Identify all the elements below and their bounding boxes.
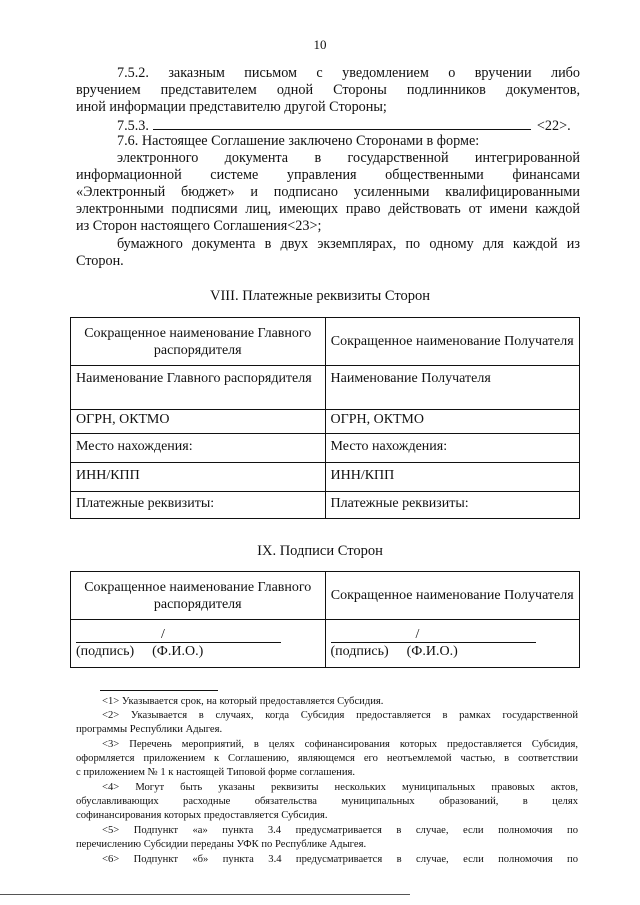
- footnote-line: <2> Указывается в случаях, когда Субсидия предоставляется в рамках государственной: [102, 710, 578, 721]
- page-edge-line: [0, 894, 410, 895]
- footnote-separator: [100, 690, 218, 691]
- body-line: 7.6. Настоящее Соглашение заключено Сторонами в форме:: [117, 133, 480, 149]
- table-header-row: [71, 318, 580, 366]
- footnote-line: <6> Подпункт «б» пункта 3.4 предусматривается в случае, если полномочия по: [102, 854, 578, 865]
- body-line: иной информации представителю другой Стороны;: [76, 99, 387, 115]
- footnote-line: <3> Перечень мероприятий, в целях софинансирования которых предоставляется Субсидия,: [102, 739, 578, 750]
- footnote-line: <4> Могут быть указаны реквизиты нескольких муниципальных правовых актов,: [102, 782, 578, 793]
- footnote-ref: <22>.: [536, 118, 571, 134]
- header-chief-administrator: Сокращенное наименование Главного распорядителя: [71, 572, 326, 620]
- cell-address-right: Место нахождения:: [325, 434, 580, 463]
- signature-line: /: [76, 628, 281, 643]
- cell-ogrn-left: ОГРН, ОКТМО: [71, 410, 326, 434]
- body-line: бумажного документа в двух экземплярах, по одному для каждой из: [117, 236, 580, 252]
- table-row: [71, 434, 580, 463]
- cell-payment-left: Платежные реквизиты:: [71, 492, 326, 519]
- table-row: [71, 366, 580, 410]
- cell-ogrn-right: ОГРН, ОКТМО: [325, 410, 580, 434]
- body-line: информационной системе управления общественными финансами: [76, 167, 580, 183]
- page-number: 10: [313, 37, 327, 52]
- cell-address-left: Место нахождения:: [71, 434, 326, 463]
- footnote-line: обуславливающих расходные обязательства муниципальных образований, в целях: [76, 796, 578, 807]
- header-recipient: Сокращенное наименование Получателя: [325, 318, 580, 366]
- signature-caption: (подпись) (Ф.И.О.): [76, 644, 204, 659]
- payment-details-table: [70, 317, 580, 519]
- cell-payment-right: Платежные реквизиты:: [325, 492, 580, 519]
- fill-in-blank: [153, 116, 531, 130]
- cell-name-right: Наименование Получателя: [325, 366, 580, 410]
- signatures-table: [70, 571, 580, 668]
- footnote-line: с приложением № 1 к настоящей Типовой форме соглашения.: [76, 767, 356, 778]
- footnote-line: оформляется приложением к Соглашению, являющемся его неотъемлемой частью, в соответствии: [76, 753, 578, 764]
- body-line: «Электронный бюджет» и подписано усиленными квалифицированными: [76, 184, 580, 200]
- table-header-row: [71, 572, 580, 620]
- signature-cell-right: [325, 620, 580, 668]
- cell-inn-right: ИНН/КПП: [325, 463, 580, 492]
- signature-cell-left: [71, 620, 326, 668]
- body-line: Сторон.: [76, 253, 124, 269]
- table-row: [71, 410, 580, 434]
- footnote-line: <1> Указывается срок, на который предоставляется Субсидия.: [102, 696, 384, 707]
- body-line: из Сторон настоящего Соглашения<23>;: [76, 218, 322, 234]
- body-line: электронными подписями лиц, имеющих право действовать от имени каждой: [76, 201, 580, 217]
- cell-inn-left: ИНН/КПП: [71, 463, 326, 492]
- signature-caption: (подпись) (Ф.И.О.): [330, 644, 458, 659]
- header-recipient: Сокращенное наименование Получателя: [325, 572, 580, 620]
- footnote-line: перечислению Субсидии переданы УФК по Республике Адыгея.: [76, 839, 367, 850]
- table-row: [71, 620, 580, 668]
- header-chief-administrator: Сокращенное наименование Главного распорядителя: [71, 318, 326, 366]
- footnote-line: <5> Подпункт «а» пункта 3.4 предусматривается в случае, если полномочия по: [102, 825, 578, 836]
- footnote-line: софинансирования которых предоставляется Субсидия.: [76, 810, 328, 821]
- body-line: вручением представителем одной Стороны подлинников документов,: [76, 82, 580, 98]
- section-title-signatures: IX. Подписи Сторон: [257, 543, 383, 559]
- section-title-payment-details: VIII. Платежные реквизиты Сторон: [210, 288, 430, 304]
- body-line: электронного документа в государственной интегрированной: [117, 150, 580, 166]
- footnote-line: программы Республики Адыгея.: [76, 724, 223, 735]
- table-row: [71, 463, 580, 492]
- table-row: [71, 492, 580, 519]
- clause-label: 7.5.3.: [117, 118, 149, 134]
- signature-line: /: [331, 628, 536, 643]
- cell-name-left: Наименование Главного распорядителя: [71, 366, 326, 410]
- body-line: 7.5.2. заказным письмом с уведомлением о вручении либо: [117, 65, 580, 81]
